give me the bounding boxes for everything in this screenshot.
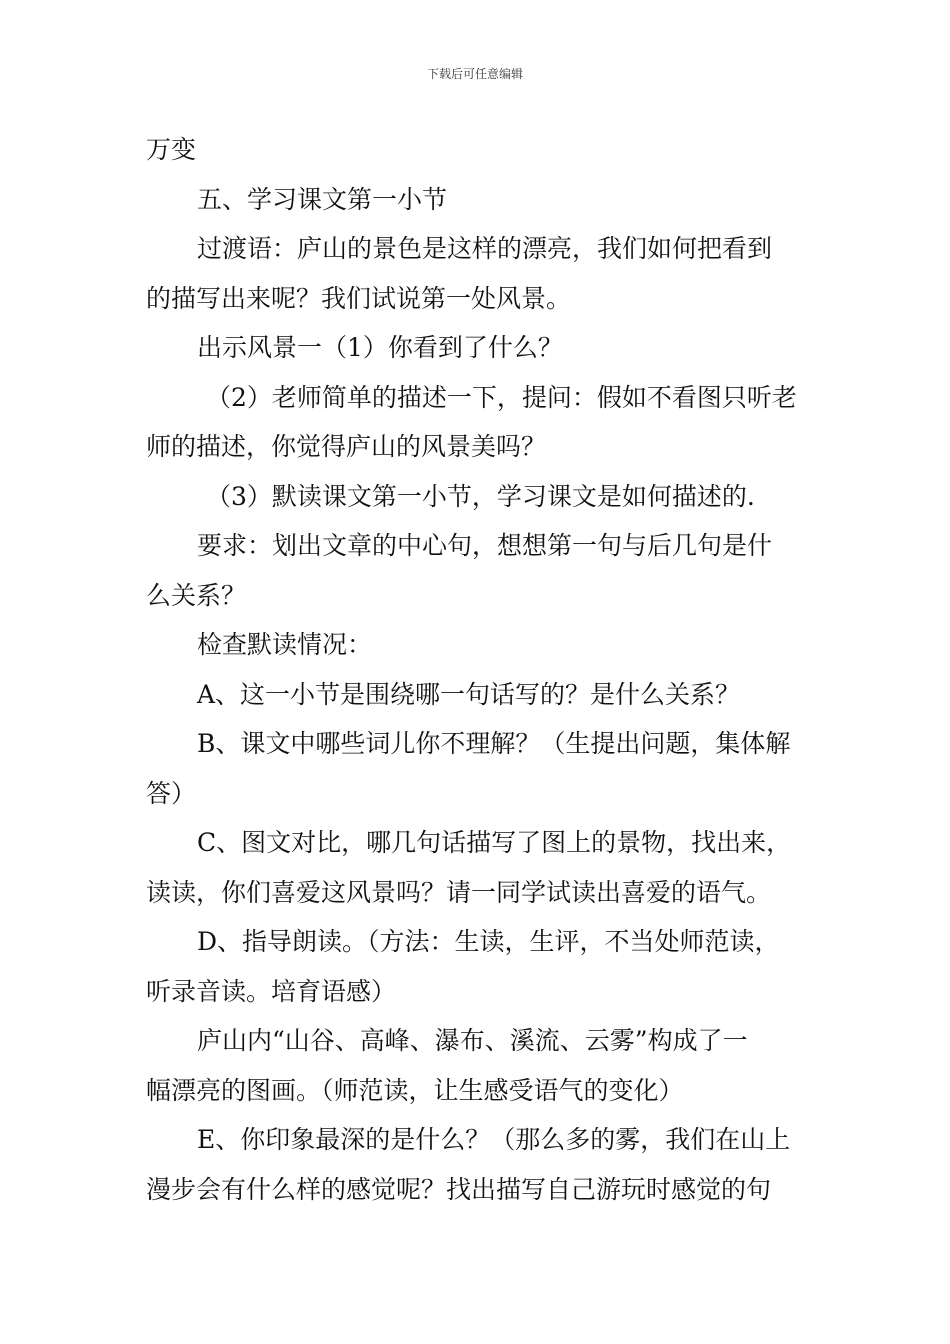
list-item: C、图文对比，哪几句话描写了图上的景物，找出来， xyxy=(197,828,792,857)
text-line: 要求：划出文章的中心句，想想第一句与后几句是什 xyxy=(197,531,773,560)
list-item: A、这一小节是围绕哪一句话写的？是什么关系？ xyxy=(197,679,741,709)
text-line: （3）默读课文第一小节，学习课文是如何描述的. xyxy=(206,481,755,511)
text-line: 读读，你们喜爱这风景吗？请一同学试读出喜爱的语气。 xyxy=(146,877,772,907)
text-line: 过渡语：庐山的景色是这样的漂亮，我们如何把看到 xyxy=(197,234,773,263)
text-line: （2）老师简单的描述一下，提问：假如不看图只听老 xyxy=(206,382,797,412)
text-line: 听录音读。培育语感） xyxy=(146,976,397,1006)
document-body xyxy=(146,130,810,1219)
text-line: 幅漂亮的图画。（师范读，让生感受语气的变化） xyxy=(146,1075,684,1105)
text-line: 么关系？ xyxy=(146,580,247,610)
text-line: 庐山内“山谷、高峰、瀑布、溪流、云雾”构成了一 xyxy=(197,1026,748,1055)
text-line: 检查默读情况： xyxy=(197,630,373,659)
text-line: 的描写出来呢？我们试说第一处风景。 xyxy=(146,283,572,313)
text-line: 师的描述，你觉得庐山的风景美吗？ xyxy=(146,432,547,461)
list-item: B、课文中哪些词儿你不理解？（生提出问题，集体解 xyxy=(197,729,791,758)
text-line: 答） xyxy=(146,778,197,808)
text-line: 漫步会有什么样的感觉呢？找出描写自己游玩时感觉的句 xyxy=(146,1174,772,1204)
page-header: 下载后可任意编辑 xyxy=(426,67,523,81)
section-heading: 五、学习课文第一小节 xyxy=(197,184,448,214)
text-line: 出示风景一（1）你看到了什么？ xyxy=(197,333,563,362)
list-item: D、指导朗读。（方法：生读，生评，不当处师范读， xyxy=(197,927,780,956)
text-line: 万变 xyxy=(146,135,197,164)
list-item: E、你印象最深的是什么？（那么多的雾，我们在山上 xyxy=(197,1125,791,1154)
